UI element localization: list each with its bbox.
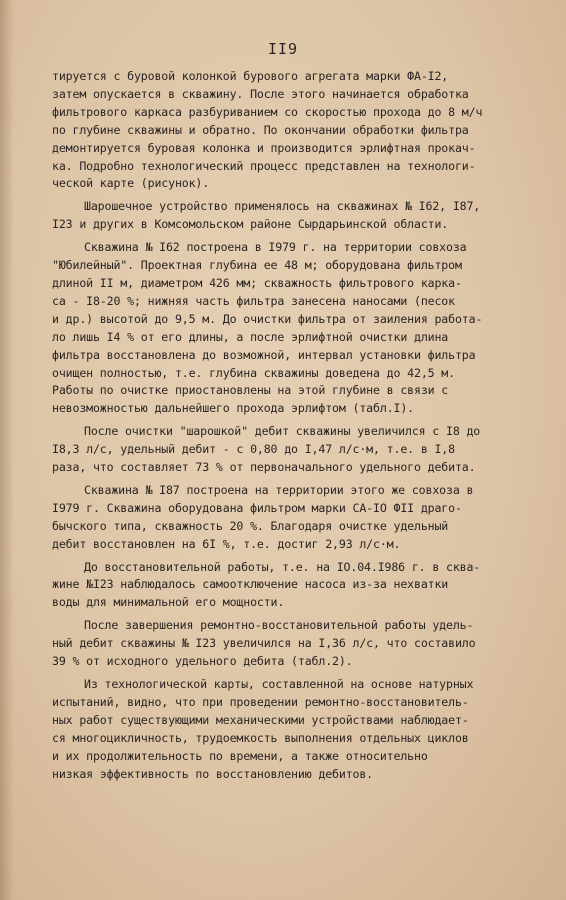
binding-shadow	[0, 0, 14, 900]
text-line: До восстановительной работы, т.е. на IO.04.I986 г. в сква-	[84, 559, 481, 574]
text-line: невозможностью дальнейшего прохода эрлифтом (табл.I).	[52, 401, 414, 416]
page-number: II9	[267, 40, 299, 58]
paragraph	[52, 423, 532, 477]
text-line: фильтра восстановлена до возможной, интервал установки фильтра	[52, 347, 476, 362]
text-line: I23 и других в Комсомольском районе Сырдарьинской области.	[52, 217, 449, 232]
text-line: "Юбилейный". Проектная глубина ее 48 м; оборудована фильтром	[52, 258, 462, 273]
text-line: по глубине скважины и обратно. По окончании обработки фильтра	[52, 122, 469, 137]
text-line: раза, что составляет 73 % от первоначального удельного дебита.	[52, 460, 476, 475]
paragraph	[52, 482, 532, 554]
text-line: фильтрового каркаса разбуриванием со скоростью прохода до 8 м/ч	[52, 104, 483, 119]
text-line: и их продолжительность по времени, а также относительно	[52, 748, 428, 763]
text-line: Скважина № I62 построена в I979 г. на территории совхоза	[84, 240, 467, 255]
paragraph	[52, 559, 532, 613]
text-line: тируется с буровой колонкой бурового агрегата марки ФА-I2,	[52, 69, 449, 83]
text-line: затем опускается в скважину. После этого начинается обработка	[52, 86, 469, 101]
paragraph	[52, 239, 532, 418]
paragraph	[52, 617, 532, 671]
text-line: ка. Подробно технологический процесс представлен на технологи-	[52, 158, 476, 173]
text-line: ся многоцикличность, трудоемкость выполнения отдельных циклов	[52, 730, 469, 745]
text-line: жине №I23 наблюдалось самоотключение насоса из-за нехватки	[52, 577, 449, 592]
text-line: После завершения ремонтно-восстановительной работы удель-	[84, 618, 474, 633]
text-line: испытаний, видно, что при проведении ремонтно-восстановитель-	[52, 694, 469, 709]
text-line: Скважина № I87 построена на территории этого же совхоза в	[84, 482, 474, 497]
text-line: ло лишь I4 % от его длины, а после эрлифтной очистки длина	[52, 329, 449, 344]
text-line: и др.) высотой до 9,5 м. До очистки фильтра от заиления работа-	[52, 311, 483, 326]
paragraph	[52, 68, 532, 193]
text-line: 39 % от исходного удельного дебита (табл.2).	[52, 654, 353, 669]
text-line: Из технологической карты, составленной на основе натурных	[84, 677, 474, 691]
body-text	[52, 68, 532, 783]
text-line: са - I8-20 %; нижняя часть фильтра занесена наносами (песок	[52, 293, 455, 308]
text-line: ных работ существующими механическими устройствами наблюдает-	[52, 712, 469, 727]
text-line: Работы по очистке приостановлены на этой глубине в связи с	[52, 383, 449, 398]
text-line: бычского типа, скважность 20 %. Благодаря очистке удельный	[52, 518, 449, 533]
text-line: ческой карте (рисунок).	[52, 176, 210, 191]
text-line: воды для минимальной его мощности.	[52, 595, 285, 610]
text-line: I8,3 л/с, удельный дебит - с 0,80 до I,47 л/с·м, т.е. в I,8	[52, 442, 455, 457]
text-line: I979 г. Скважина оборудована фильтром марки СА-IO ФII драго-	[52, 500, 462, 515]
text-line: После очистки "шарошкой" дебит скважины увеличился с I8 до	[84, 424, 481, 439]
text-line: Шарошечное устройство применялось на скважинах № I62, I87,	[84, 199, 481, 214]
paragraph	[52, 676, 532, 783]
text-line: низкая эффективность по восстановлению дебитов.	[52, 766, 374, 781]
text-line: дебит восстановлен на 6I %, т.е. достиг 2,93 л/с·м.	[52, 536, 401, 551]
paragraph	[52, 198, 532, 234]
text-line: ный дебит скважины № I23 увеличился на I,36 л/с, что составило	[52, 636, 476, 651]
text-line: демонтируется буровая колонка и производится эрлифтная прокач-	[52, 140, 476, 155]
text-line: длиной II м, диаметром 426 мм; скважность фильтрового карка-	[52, 275, 462, 290]
text-line: очищен полностью, т.е. глубина скважины доведена до 42,5 м.	[52, 365, 455, 380]
